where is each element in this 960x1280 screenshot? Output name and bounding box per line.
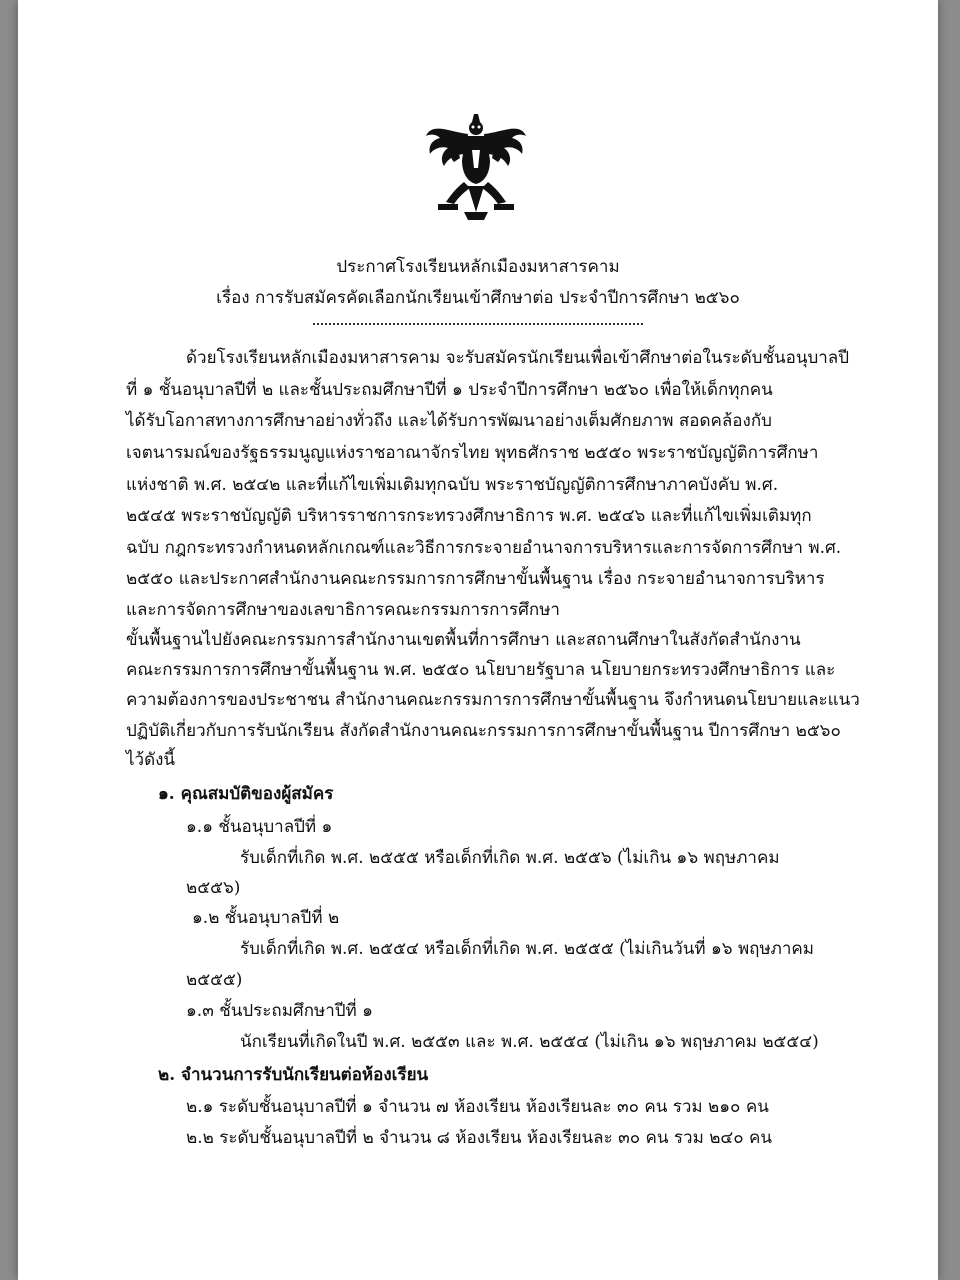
section-1-1-title: ๑.๑ ชั้นอนุบาลปีที่ ๑: [186, 817, 333, 837]
section-1-3-text: นักเรียนที่เกิดในปี พ.ศ. ๒๕๕๓ และ พ.ศ. ๒๕๕๔ (ไม่เกิน ๑๖ พฤษภาคม ๒๕๕๔): [240, 1032, 819, 1052]
section-2-2-text: ๒.๒ ระดับชั้นอนุบาลปีที่ ๒ จำนวน ๘ ห้องเรียน ห้องเรียนละ ๓๐ คน รวม ๒๔๐ คน: [186, 1128, 773, 1148]
section-1-1-text: รับเด็กที่เกิด พ.ศ. ๒๕๕๕ หรือเด็กที่เกิด พ.ศ. ๒๕๕๖ (ไม่เกิน ๑๖ พฤษภาคม: [240, 848, 780, 868]
body-line: ฉบับ กฎกระทรวงกำหนดหลักเกณฑ์และวิธีการกระจายอำนาจการบริหารและการจัดการศึกษา พ.ศ.: [126, 538, 842, 558]
garuda-emblem-icon: [420, 112, 532, 222]
body-line: ด้วยโรงเรียนหลักเมืองมหาสารคาม จะรับสมัครนักเรียนเพื่อเข้าศึกษาต่อในระดับชั้นอนุบาลปี: [186, 348, 849, 368]
dotted-divider: [313, 322, 643, 325]
section-1-1-cont: ๒๕๕๖): [186, 878, 241, 898]
section-1-2-title: ๑.๒ ชั้นอนุบาลปีที่ ๒: [192, 908, 340, 928]
body-line: แห่งชาติ พ.ศ. ๒๕๔๒ และที่แก้ไขเพิ่มเติมทุกฉบับ พระราชบัญญัติการศึกษาภาคบังคับ พ.ศ.: [126, 475, 779, 495]
body-line: ๒๕๕๐ และประกาศสำนักงานคณะกรรมการการศึกษาขั้นพื้นฐาน เรื่อง กระจายอำนาจการบริหาร: [126, 569, 825, 589]
announcement-title: ประกาศโรงเรียนหลักเมืองมหาสารคาม: [336, 257, 620, 277]
body-line: ขั้นพื้นฐานไปยังคณะกรรมการสำนักงานเขตพื้นที่การศึกษา และสถานศึกษาในสังกัดสำนักงาน: [126, 630, 801, 650]
body-line: ปฏิบัติเกี่ยวกับการรับนักเรียน สังกัดสำนักงานคณะกรรมการการศึกษาขั้นพื้นฐาน ปีการศึกษา ๒๕๖๐: [126, 721, 841, 741]
body-line: ไว้ดังนี้: [126, 750, 176, 770]
section-1-2-cont: ๒๕๕๕): [186, 970, 243, 990]
body-line: ที่ ๑ ชั้นอนุบาลปีที่ ๒ และชั้นประถมศึกษาปีที่ ๑ ประจำปีการศึกษา ๒๕๖๐ เพื่อให้เด็กทุกคน: [126, 380, 773, 400]
document-page: [18, 0, 938, 1280]
body-line: ความต้องการของประชาชน สำนักงานคณะกรรมการการศึกษาขั้นพื้นฐาน จึงกำหนดนโยบายและแนว: [126, 690, 860, 710]
section-1-2-text: รับเด็กที่เกิด พ.ศ. ๒๕๕๔ หรือเด็กที่เกิด พ.ศ. ๒๕๕๕ (ไม่เกินวันที่ ๑๖ พฤษภาคม: [240, 939, 815, 959]
body-line: ๒๕๔๕ พระราชบัญญัติ บริหารราชการกระทรวงศึกษาธิการ พ.ศ. ๒๕๔๖ และที่แก้ไขเพิ่มเติมทุก: [126, 506, 812, 526]
section-1-3-title: ๑.๓ ชั้นประถมศึกษาปีที่ ๑: [186, 1001, 373, 1021]
section-1-heading: ๑. คุณสมบัติของผู้สมัคร: [158, 784, 334, 804]
body-line: เจตนารมณ์ของรัฐธรรมนูญแห่งราชอาณาจักรไทย พุทธศักราช ๒๕๕๐ พระราชบัญญัติการศึกษา: [126, 443, 819, 463]
body-line: ได้รับโอกาสทางการศึกษาอย่างทั่วถึง และได้รับการพัฒนาอย่างเต็มศักยภาพ สอดคล้องกับ: [126, 411, 772, 431]
body-line: และการจัดการศึกษาของเลขาธิการคณะกรรมการการศึกษา: [126, 600, 560, 620]
section-2-heading: ๒. จำนวนการรับนักเรียนต่อห้องเรียน: [158, 1065, 429, 1085]
announcement-subject: เรื่อง การรับสมัครคัดเลือกนักเรียนเข้าศึกษาต่อ ประจำปีการศึกษา ๒๕๖๐: [216, 288, 740, 308]
body-line: คณะกรรมการการศึกษาขั้นพื้นฐาน พ.ศ. ๒๕๕๐ นโยบายรัฐบาล นโยบายกระทรวงศึกษาธิการ และ: [126, 660, 836, 680]
section-2-1-text: ๒.๑ ระดับชั้นอนุบาลปีที่ ๑ จำนวน ๗ ห้องเรียน ห้องเรียนละ ๓๐ คน รวม ๒๑๐ คน: [186, 1097, 769, 1117]
